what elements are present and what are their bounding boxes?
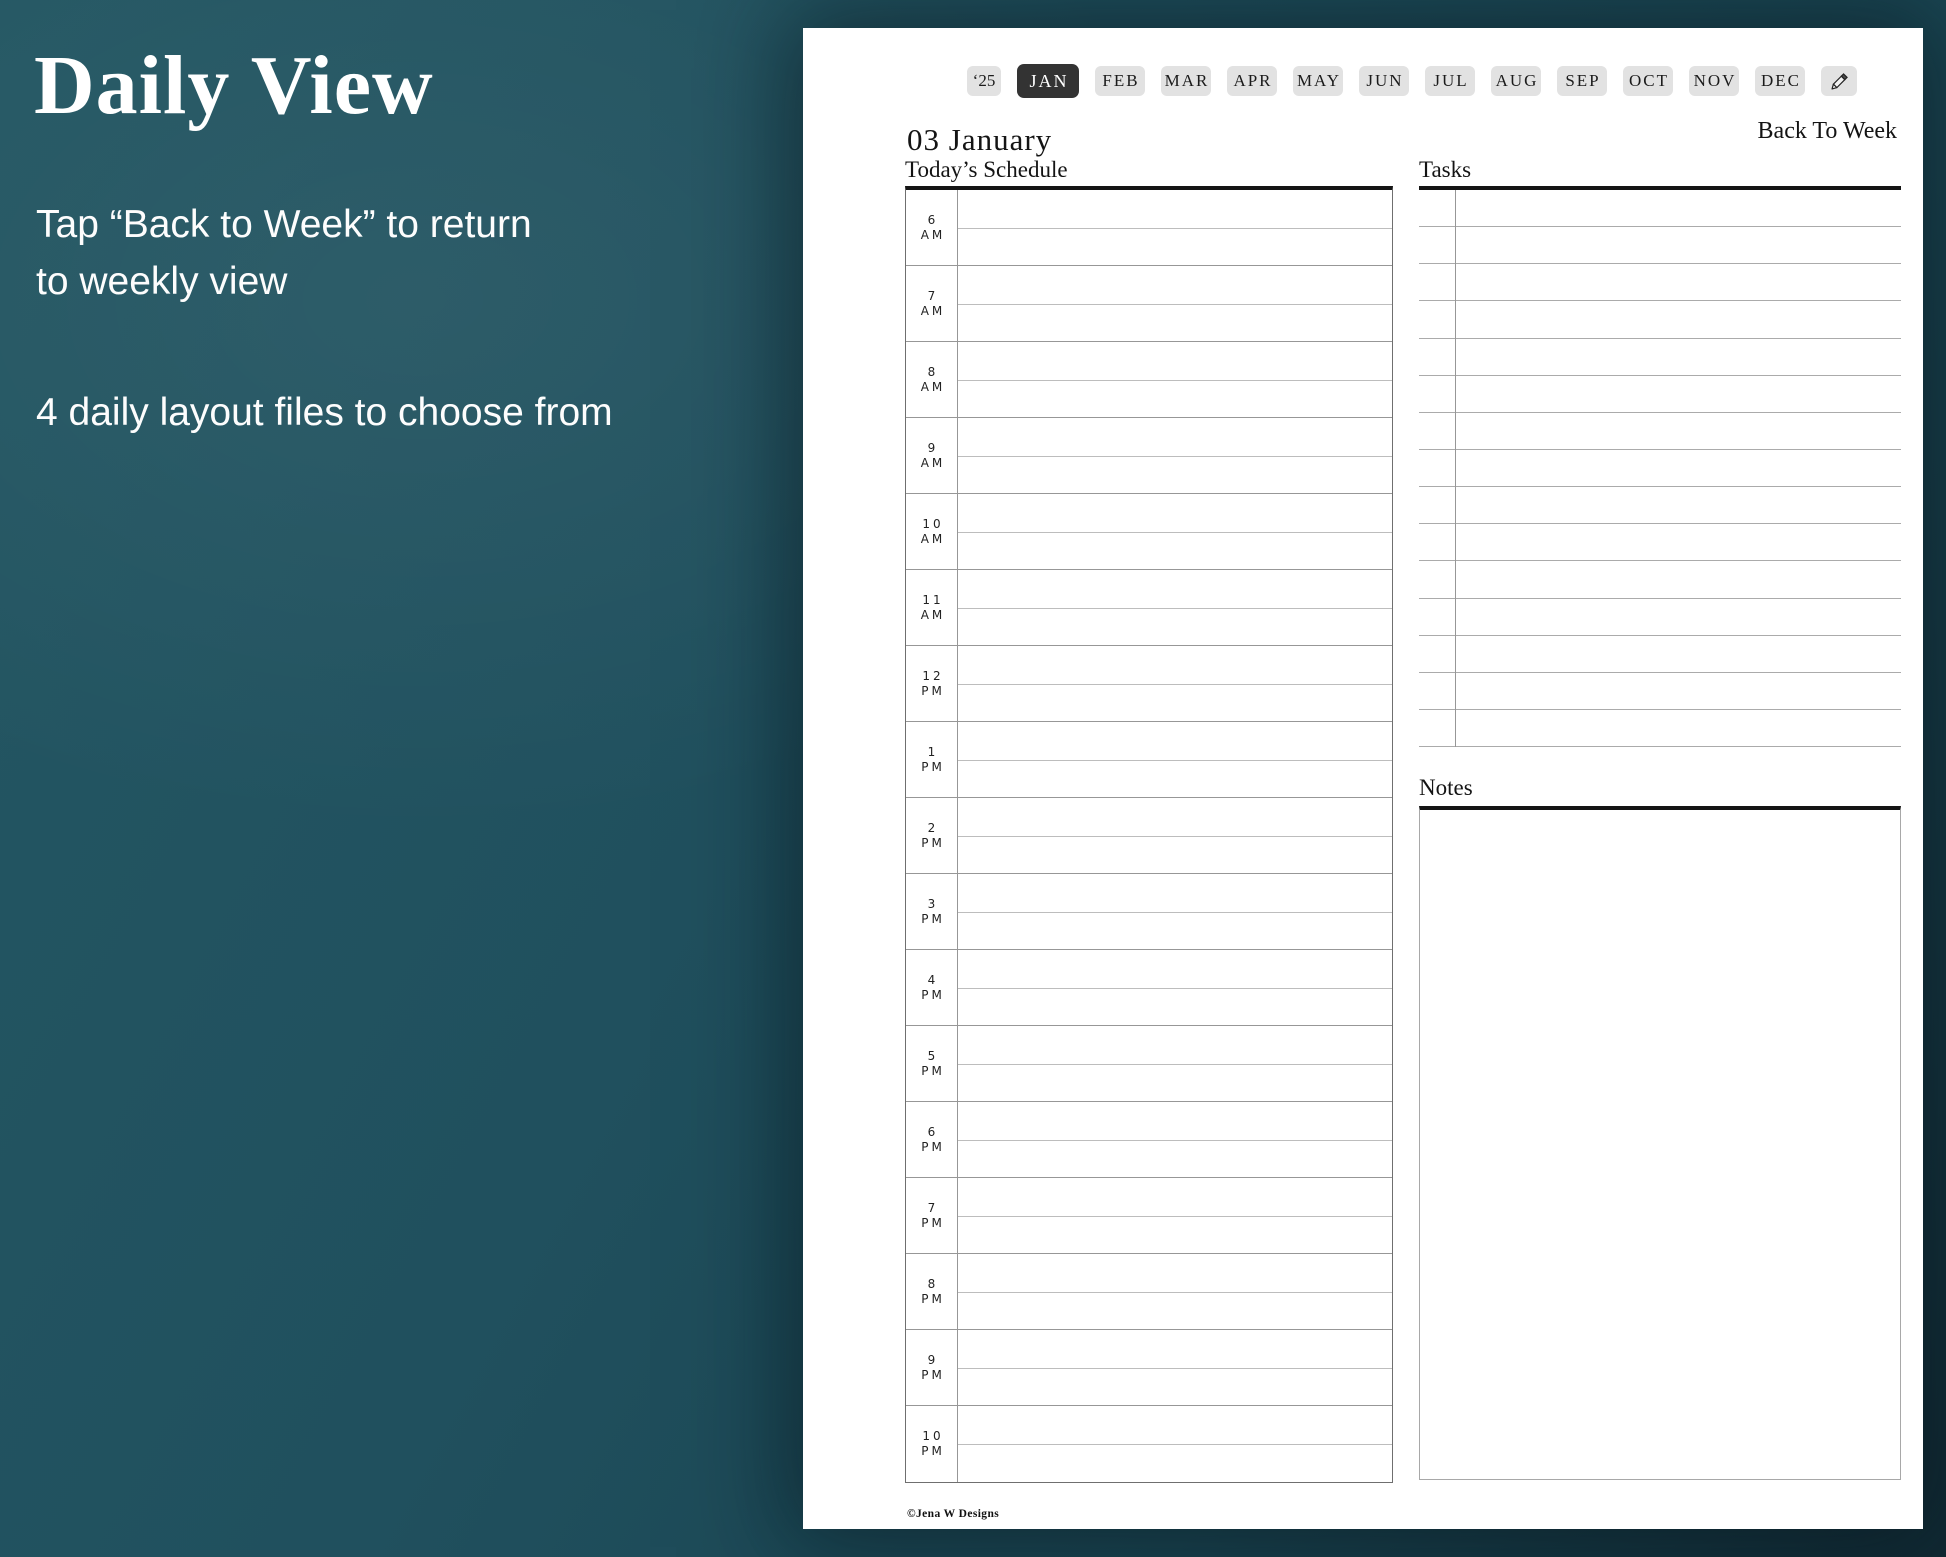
tab-month-feb[interactable]: FEB (1095, 66, 1145, 96)
hour-label: 9 AM (906, 418, 958, 493)
notes-panel (1419, 774, 1901, 1480)
hour-row-5-pm (906, 1026, 1392, 1102)
hour-label: 8 AM (906, 342, 958, 417)
hour-slot[interactable] (958, 1102, 1392, 1177)
hour-row-10-am (906, 494, 1392, 570)
tab-month-may[interactable]: MAY (1293, 66, 1343, 96)
date-heading: 03 January (907, 122, 1053, 157)
notes-box[interactable] (1419, 806, 1901, 1480)
tasks-title: Tasks (1419, 157, 1472, 182)
hour-label: 4 PM (906, 950, 958, 1025)
task-row[interactable] (1419, 524, 1901, 561)
tab-month-mar[interactable]: MAR (1161, 66, 1211, 96)
hour-slot[interactable] (958, 1178, 1392, 1253)
task-row[interactable] (1419, 487, 1901, 524)
tab-month-jul[interactable]: JUL (1425, 66, 1475, 96)
hour-slot[interactable] (958, 1026, 1392, 1101)
planner-page (803, 28, 1923, 1529)
schedule-title: Today’s Schedule (905, 157, 1068, 182)
hour-slot[interactable] (958, 950, 1392, 1025)
hour-row-10-pm (906, 1406, 1392, 1482)
hour-slot[interactable] (958, 266, 1392, 341)
instruction-line-2: to weekly view (36, 260, 288, 303)
back-to-week-link[interactable]: Back To Week (1757, 118, 1897, 144)
task-row[interactable] (1419, 561, 1901, 598)
hour-label: 2 PM (906, 798, 958, 873)
hour-row-3-pm (906, 874, 1392, 950)
tab-year[interactable]: ‘25 (967, 66, 1001, 96)
tab-month-jun[interactable]: JUN (1359, 66, 1409, 96)
month-tabbar (967, 63, 1857, 99)
tasks-checkbox-divider (1455, 190, 1456, 747)
hour-slot[interactable] (958, 646, 1392, 721)
hour-label: 9 PM (906, 1330, 958, 1405)
tab-month-jan[interactable]: JAN (1017, 64, 1079, 98)
hour-row-8-am (906, 342, 1392, 418)
hour-row-4-pm (906, 950, 1392, 1026)
hour-label: 6 PM (906, 1102, 958, 1177)
notes-title: Notes (1419, 775, 1473, 800)
hour-slot[interactable] (958, 874, 1392, 949)
hour-slot[interactable] (958, 190, 1392, 265)
task-row[interactable] (1419, 599, 1901, 636)
task-row[interactable] (1419, 376, 1901, 413)
schedule-panel (905, 156, 1393, 1483)
feature-text: 4 daily layout files to choose from (36, 391, 613, 434)
hour-row-1-pm (906, 722, 1392, 798)
edit-pencil-button[interactable] (1821, 66, 1857, 96)
hour-row-6-am (906, 190, 1392, 266)
hour-slot[interactable] (958, 342, 1392, 417)
task-row[interactable] (1419, 264, 1901, 301)
hour-label: 1 PM (906, 722, 958, 797)
hour-slot[interactable] (958, 1330, 1392, 1405)
hour-row-8-pm (906, 1254, 1392, 1330)
tab-month-oct[interactable]: OCT (1623, 66, 1673, 96)
hour-row-12-pm (906, 646, 1392, 722)
hour-slot[interactable] (958, 1254, 1392, 1329)
pencil-icon (1829, 71, 1850, 92)
hour-slot[interactable] (958, 570, 1392, 645)
task-row[interactable] (1419, 673, 1901, 710)
tab-month-sep[interactable]: SEP (1557, 66, 1607, 96)
instruction-line-1: Tap “Back to Week” to return (36, 203, 532, 246)
hour-slot[interactable] (958, 722, 1392, 797)
tasks-panel (1419, 156, 1901, 747)
tab-month-apr[interactable]: APR (1227, 66, 1277, 96)
hour-slot[interactable] (958, 798, 1392, 873)
hour-label: 11 AM (906, 570, 958, 645)
hour-label: 3 PM (906, 874, 958, 949)
instruction-text (36, 196, 532, 310)
task-row[interactable] (1419, 710, 1901, 747)
hour-row-9-pm (906, 1330, 1392, 1406)
hour-label: 10 PM (906, 1406, 958, 1482)
hour-label: 6 AM (906, 190, 958, 265)
hour-label: 7 AM (906, 266, 958, 341)
left-panel (0, 0, 800, 1557)
hour-label: 5 PM (906, 1026, 958, 1101)
hour-label: 12 PM (906, 646, 958, 721)
tab-month-dec[interactable]: DEC (1755, 66, 1805, 96)
hour-row-2-pm (906, 798, 1392, 874)
task-row[interactable] (1419, 301, 1901, 338)
task-row[interactable] (1419, 413, 1901, 450)
task-row[interactable] (1419, 636, 1901, 673)
hour-label: 8 PM (906, 1254, 958, 1329)
hour-slot[interactable] (958, 494, 1392, 569)
task-row[interactable] (1419, 450, 1901, 487)
hour-row-9-am (906, 418, 1392, 494)
page-title: Daily View (34, 39, 434, 132)
task-row[interactable] (1419, 227, 1901, 264)
hour-label: 7 PM (906, 1178, 958, 1253)
hour-row-7-am (906, 266, 1392, 342)
hour-label: 10 AM (906, 494, 958, 569)
schedule-grid (905, 186, 1393, 1483)
task-row[interactable] (1419, 190, 1901, 227)
hour-row-7-pm (906, 1178, 1392, 1254)
tab-month-nov[interactable]: NOV (1689, 66, 1739, 96)
tab-month-aug[interactable]: AUG (1491, 66, 1541, 96)
hour-slot[interactable] (958, 1406, 1392, 1482)
hour-row-11-am (906, 570, 1392, 646)
copyright-text: ©Jena W Designs (907, 1508, 1000, 1520)
task-row[interactable] (1419, 339, 1901, 376)
hour-row-6-pm (906, 1102, 1392, 1178)
hour-slot[interactable] (958, 418, 1392, 493)
tasks-grid (1419, 186, 1901, 747)
